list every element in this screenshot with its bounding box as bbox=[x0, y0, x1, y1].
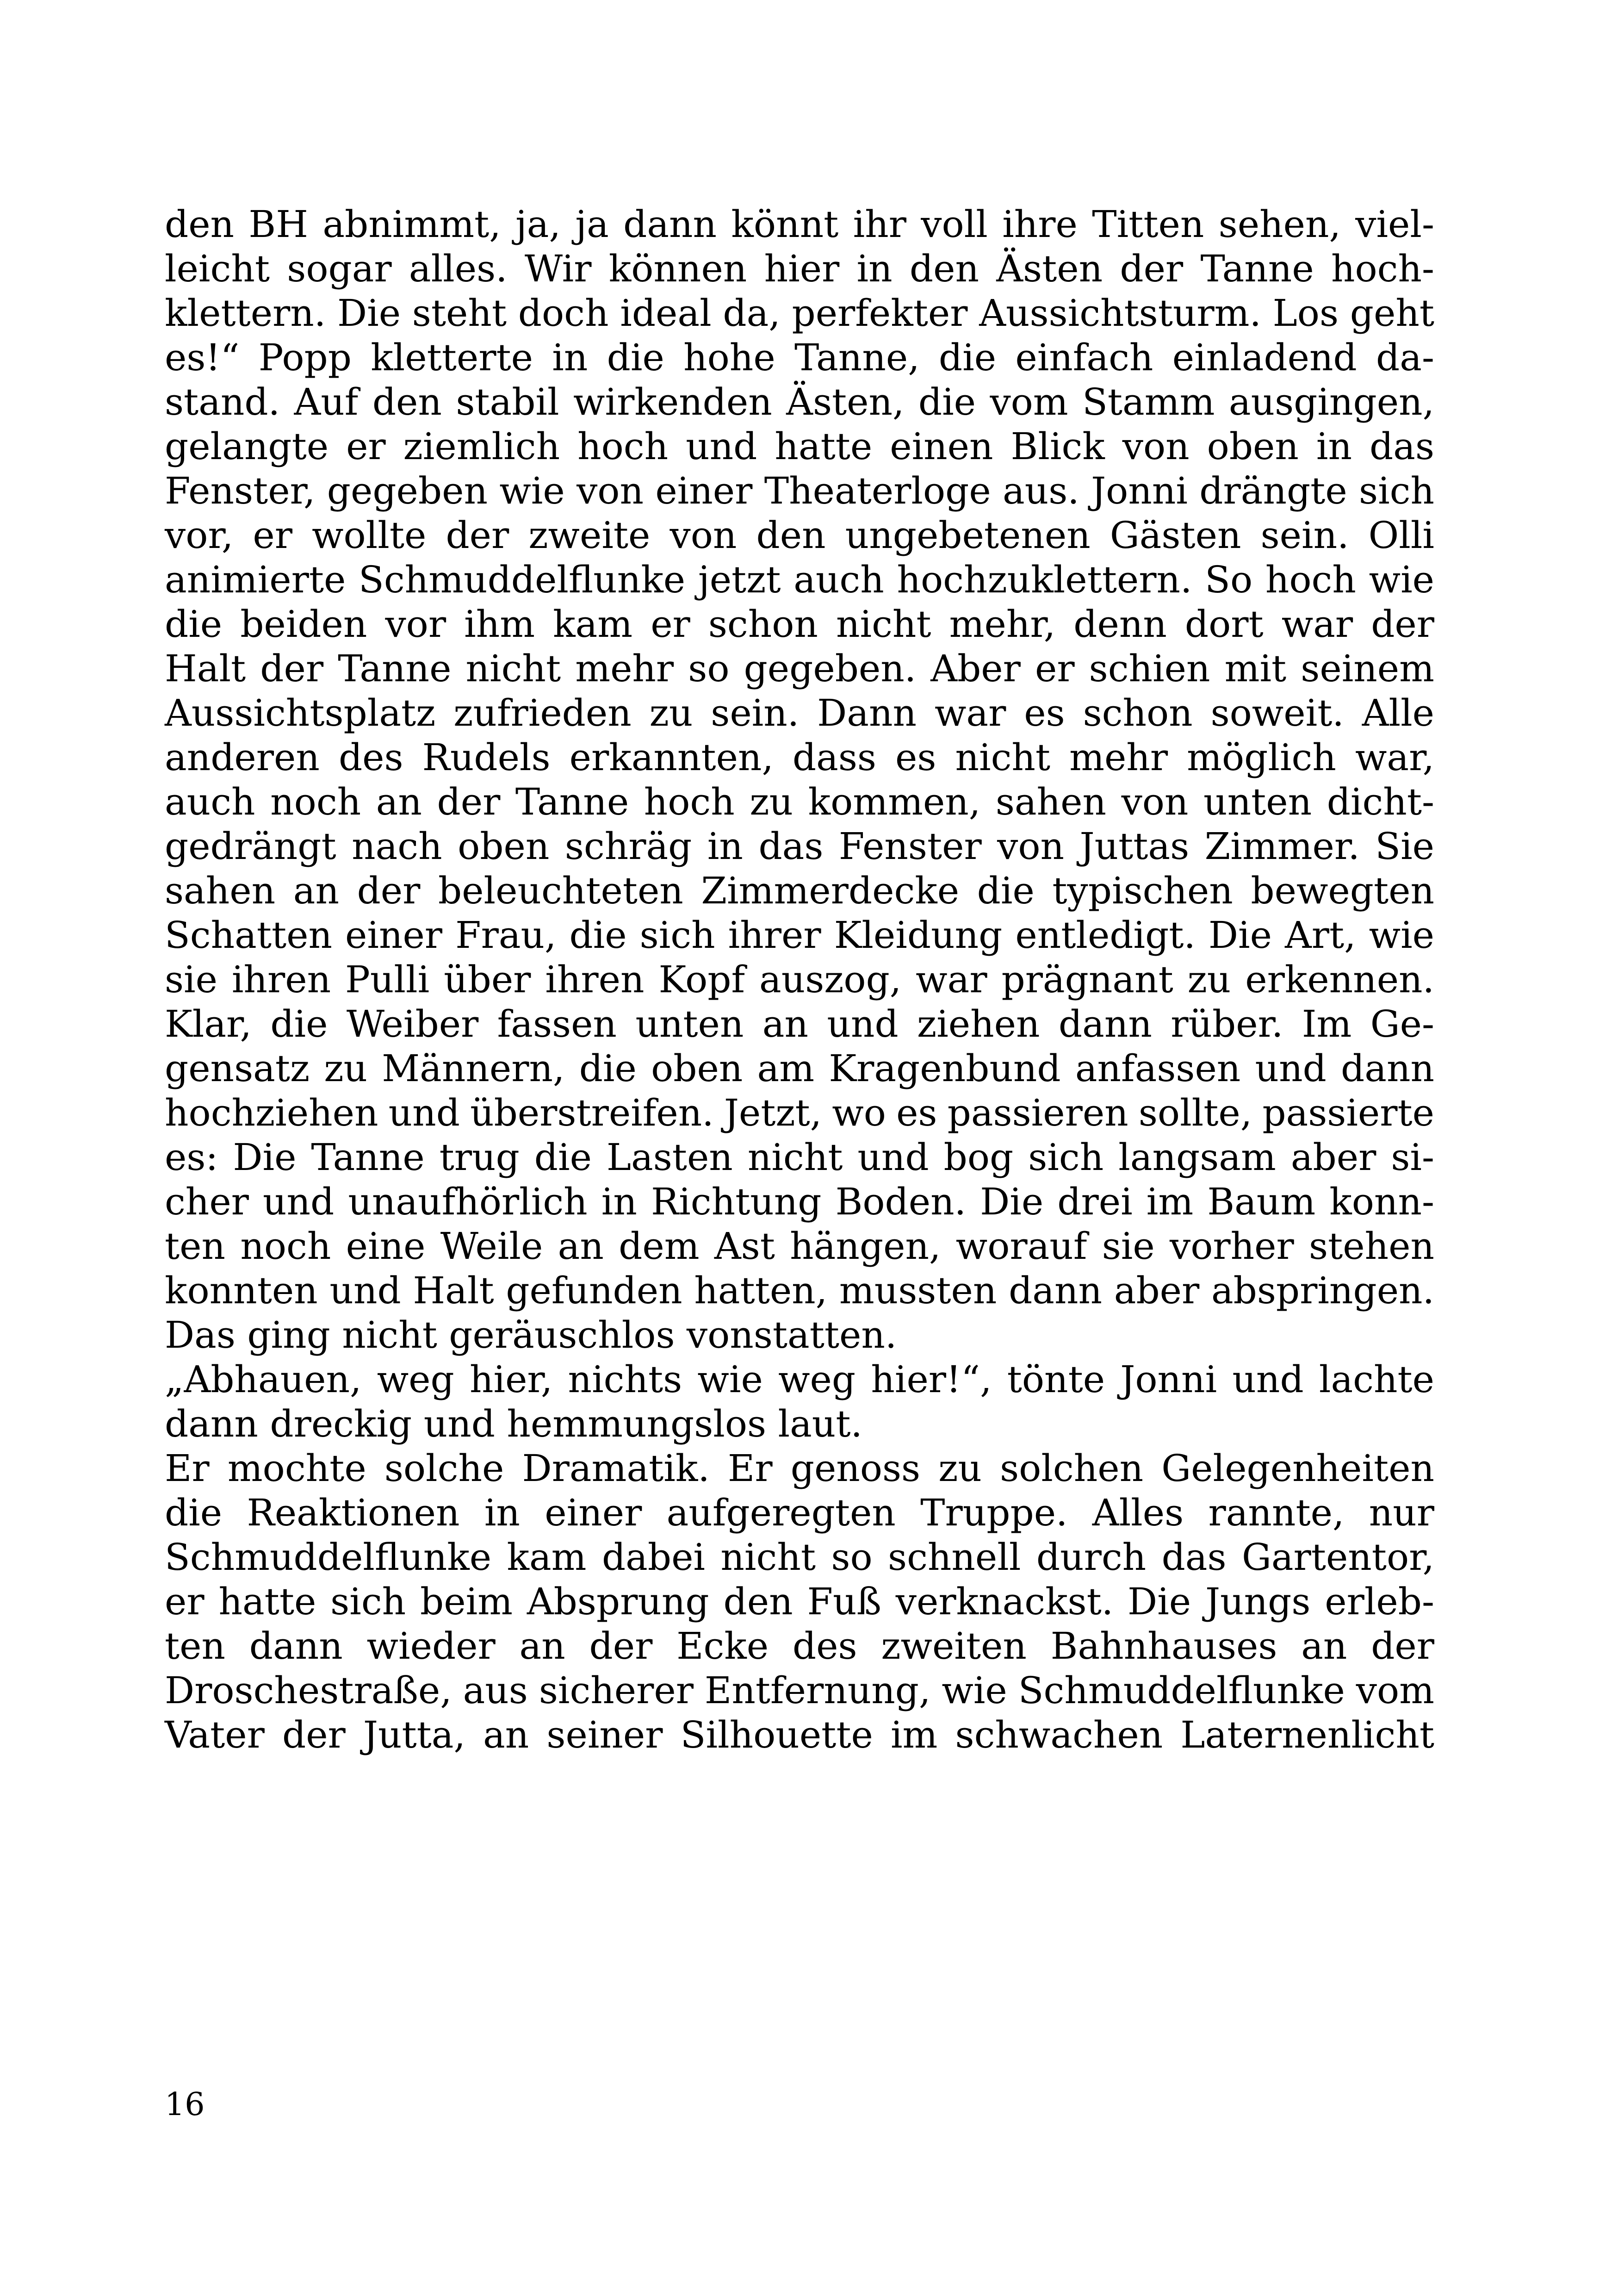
text-line: leicht sogar alles. Wir können hier in den Ästen der Tanne hoch- bbox=[165, 247, 1434, 290]
text-line: „Abhauen, weg hier, nichts wie weg hier!“, tönte Jonni und lachte bbox=[165, 1358, 1434, 1401]
text-line: Er mochte solche Dramatik. Er genoss zu solchen Gelegenheiten bbox=[165, 1447, 1434, 1490]
text-line: vor, er wollte der zweite von den ungebetenen Gästen sein. Olli bbox=[165, 514, 1434, 557]
text-line: die Reaktionen in einer aufgeregten Truppe. Alles rannte, nur bbox=[165, 1491, 1434, 1534]
text-line: dann dreckig und hemmungslos laut. bbox=[165, 1402, 862, 1445]
text-line: Schmuddelflunke kam dabei nicht so schnell durch das Gartentor, bbox=[165, 1536, 1434, 1579]
text-line: gedrängt nach oben schräg in das Fenster von Juttas Zimmer. Sie bbox=[165, 825, 1434, 868]
page-number: 16 bbox=[165, 2086, 205, 2123]
text-line: sahen an der beleuchteten Zimmerdecke die typischen bewegten bbox=[165, 869, 1434, 912]
text-line: Halt der Tanne nicht mehr so gegeben. Aber er schien mit seinem bbox=[165, 647, 1434, 690]
text-line: klettern. Die steht doch ideal da, perfekter Aussichtsturm. Los geht bbox=[165, 292, 1434, 335]
text-line: Das ging nicht geräuschlos vonstatten. bbox=[165, 1313, 897, 1356]
text-line: Droschestraße, aus sicherer Entfernung, wie Schmuddelflunke vom bbox=[165, 1669, 1434, 1712]
text-line: Schatten einer Frau, die sich ihrer Kleidung entledigt. Die Art, wie bbox=[165, 914, 1434, 957]
text-line: Aussichtsplatz zufrieden zu sein. Dann war es schon soweit. Alle bbox=[165, 691, 1434, 734]
text-line: die beiden vor ihm kam er schon nicht mehr, denn dort war der bbox=[165, 603, 1434, 646]
text-line: animierte Schmuddelflunke jetzt auch hochzuklettern. So hoch wie bbox=[165, 558, 1434, 601]
text-line: ten dann wieder an der Ecke des zweiten Bahnhauses an der bbox=[165, 1624, 1434, 1668]
text-line: konnten und Halt gefunden hatten, mussten dann aber abspringen. bbox=[165, 1269, 1434, 1312]
text-line: es: Die Tanne trug die Lasten nicht und bog sich langsam aber si- bbox=[165, 1136, 1434, 1179]
text-line: gensatz zu Männern, die oben am Kragenbund anfassen und dann bbox=[165, 1047, 1434, 1090]
text-line: gelangte er ziemlich hoch und hatte einen Blick von oben in das bbox=[165, 425, 1434, 468]
text-line: Vater der Jutta, an seiner Silhouette im schwachen Laternenlicht bbox=[165, 1713, 1434, 1756]
text-line: Klar, die Weiber fassen unten an und ziehen dann rüber. Im Ge- bbox=[165, 1002, 1434, 1045]
text-line: es!“ Popp kletterte in die hohe Tanne, die einfach einladend da- bbox=[165, 336, 1434, 379]
text-line: ten noch eine Weile an dem Ast hängen, worauf sie vorher stehen bbox=[165, 1225, 1434, 1268]
text-line: auch noch an der Tanne hoch zu kommen, sahen von unten dicht- bbox=[165, 780, 1434, 823]
text-line: stand. Auf den stabil wirkenden Ästen, die vom Stamm ausgingen, bbox=[165, 380, 1434, 423]
text-line: sie ihren Pulli über ihren Kopf auszog, war prägnant zu erkennen. bbox=[165, 958, 1434, 1001]
text-line: Fenster, gegeben wie von einer Theaterloge aus. Jonni drängte sich bbox=[165, 469, 1434, 512]
text-line: anderen des Rudels erkannten, dass es nicht mehr möglich war, bbox=[165, 736, 1434, 779]
text-line: hochziehen und überstreifen. Jetzt, wo es passieren sollte, passierte bbox=[165, 1091, 1434, 1134]
body-text bbox=[165, 202, 1434, 1757]
text-line: er hatte sich beim Absprung den Fuß verknackst. Die Jungs erleb- bbox=[165, 1580, 1434, 1623]
text-line: den BH abnimmt, ja, ja dann könnt ihr voll ihre Titten sehen, viel- bbox=[165, 203, 1434, 246]
text-line: cher und unaufhörlich in Richtung Boden. Die drei im Baum konn- bbox=[165, 1180, 1434, 1223]
